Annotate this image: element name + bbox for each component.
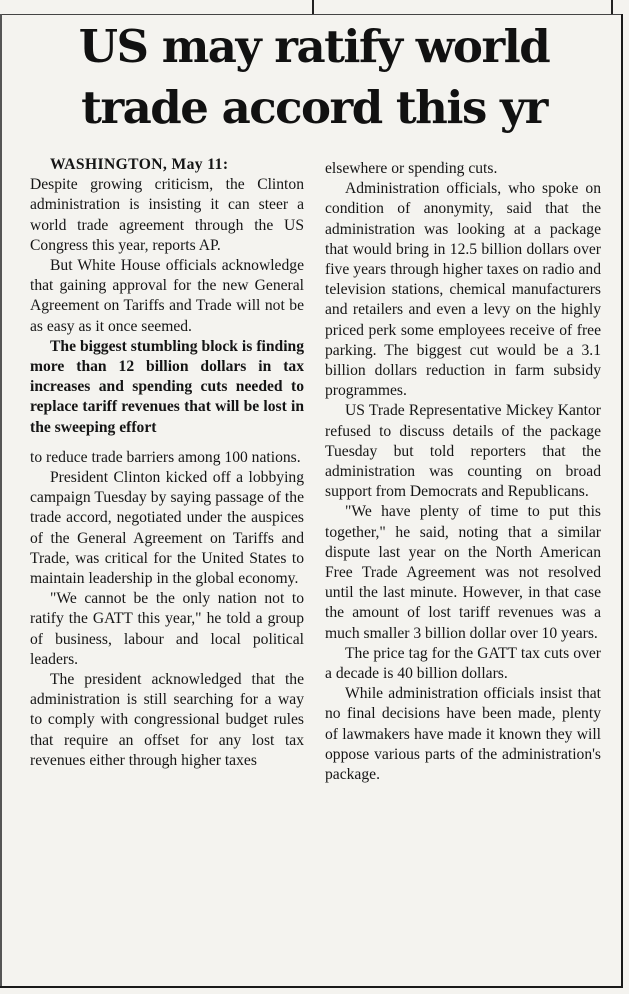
bottom-border-rule (0, 986, 623, 988)
article-headline (10, 16, 618, 138)
paragraph: While administration officials insist that no final decisions have been made, plenty of lawmakers have made it known they will oppose various parts of the administration's package. (325, 685, 601, 784)
paragraph: The price tag for the GATT tax cuts over a decade is 40 billion dollars. (325, 644, 601, 683)
paragraph: President Clinton kicked off a lobbying campaign Tuesday by saying passage of the trade accord, negotiated under the auspices of the General Agreement on Tariffs and Trade, was critical for the United States to maintain leadership in the global economy. (30, 469, 304, 588)
headline-line-1: US may ratify world (78, 20, 550, 73)
paragraph: "We have plenty of time to put this together," he said, noting that a similar dispute last year on the North American Free Trade Agreement was not resolved until the last minute. However, in that case the amount of lost tariff revenues was a much smaller 3 billion dollar over 10 years. (325, 503, 601, 642)
right-border-rule (621, 14, 623, 986)
dateline (30, 155, 304, 175)
top-border-rule (0, 14, 621, 15)
article-column-right (325, 159, 601, 785)
column-rule-tick (611, 0, 613, 14)
paragraph: to reduce trade barriers among 100 nations. (30, 448, 301, 466)
paragraph: The president acknowledged that the administration is still searching for a way to comply with congressional budget rules that require an offset for any lost tax revenues either through higher taxes (30, 671, 304, 769)
left-border-rule (0, 14, 2, 986)
paragraph: But White House officials acknowledge that gaining approval for the new General Agreement on Tariffs and Trade will not be as easy as it once seemed. (30, 257, 304, 335)
paragraph: "We cannot be the only nation not to ratify the GATT this year," he told a group of business, labour and local political leaders. (30, 590, 304, 668)
headline-line-2: trade accord this yr (81, 81, 547, 134)
paragraph: Despite growing criticism, the Clinton administration is insisting it can steer a world trade agreement through the US Congress this year, reports AP. (30, 176, 304, 254)
paragraph: The biggest stumbling block is finding more than 12 billion dollars in tax increases and spending cuts needed to replace tariff revenues that will be lost in the sweeping effort (30, 337, 304, 436)
paragraph: elsewhere or spending cuts. (325, 160, 498, 177)
article-column-left (30, 155, 304, 771)
paragraph: US Trade Representative Mickey Kantor refused to discuss details of the package Tuesday but told reporters that the administration was counting on broad support from Democrats and Republicans. (325, 402, 601, 501)
dateline-text: WASHINGTON, May 11: (50, 156, 229, 173)
paragraph: Administration officials, who spoke on condition of anonymity, said that the administration was looking at a package that would bring in 12.5 billion dollars over five years through higher taxes on radio and television stations, chemical manufacturers and retailers and even a levy on the highly priced perk some employees receive of free parking. The biggest cut would be a 3.1 billion dollars reduction in farm subsidy programmes. (325, 180, 601, 400)
column-rule-tick (312, 0, 314, 14)
